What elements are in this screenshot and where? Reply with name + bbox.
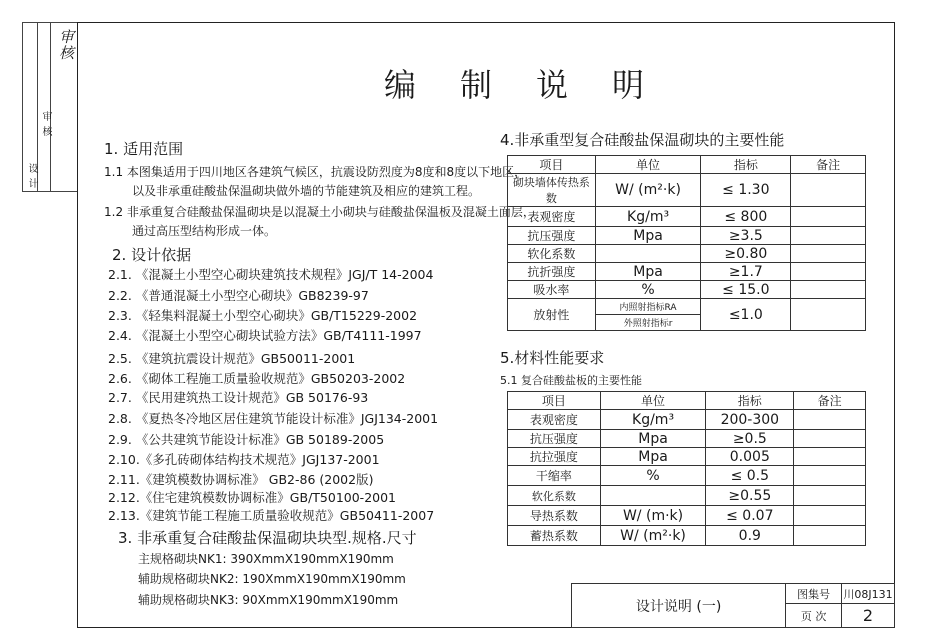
title-block bbox=[571, 583, 895, 628]
table-header-row bbox=[508, 392, 866, 410]
table-cell bbox=[794, 466, 866, 486]
section5-subheading: 5.1 复合硅酸盐板的主要性能 bbox=[500, 374, 642, 387]
table-cell bbox=[794, 486, 866, 506]
table-cell: ≥3.5 bbox=[701, 227, 791, 245]
atlas-label: 图集号 bbox=[786, 584, 842, 604]
signature-sidebar bbox=[22, 22, 77, 192]
page-label: 页 次 bbox=[786, 604, 842, 628]
section1-text: 1.2 非承重复合硅酸盐保温砌块是以混凝土小砌块与硅酸盐保温板及混凝土面层， bbox=[104, 205, 535, 219]
reference-item: 2.11.《建筑模数协调标准》 GB2-86 (2002版) bbox=[108, 472, 374, 487]
table-row bbox=[508, 410, 866, 430]
table-cell bbox=[791, 174, 866, 207]
table-header-cell: 单位 bbox=[595, 156, 701, 174]
table-cell: Mpa bbox=[600, 448, 706, 466]
table-header-cell: 指标 bbox=[706, 392, 794, 410]
table-cell bbox=[791, 227, 866, 245]
table-cell: 导热系数 bbox=[508, 506, 601, 526]
table-cell: ≤ 0.5 bbox=[706, 466, 794, 486]
table-cell bbox=[794, 506, 866, 526]
table-row bbox=[508, 466, 866, 486]
table-cell: Mpa bbox=[595, 227, 701, 245]
table-cell: 0.005 bbox=[706, 448, 794, 466]
table-cell: % bbox=[595, 281, 701, 299]
table-cell: 软化系数 bbox=[508, 245, 596, 263]
table-cell bbox=[791, 281, 866, 299]
reference-item: 2.10.《多孔砖砌体结构技术规范》JGJ137-2001 bbox=[108, 452, 380, 467]
table-cell bbox=[794, 448, 866, 466]
title-char: 制 bbox=[460, 66, 499, 104]
drawing-title: 设计说明 (一) bbox=[572, 584, 786, 628]
section1-text: 以及非承重硅酸盐保温砌块做外墙的节能建筑及相应的建筑工程。 bbox=[132, 184, 481, 198]
title-char: 说 bbox=[536, 66, 575, 104]
table-row bbox=[508, 227, 866, 245]
section1-heading: 1. 适用范围 bbox=[104, 140, 184, 158]
table-cell: ≥0.5 bbox=[706, 430, 794, 448]
table-row bbox=[508, 299, 866, 315]
table-row bbox=[508, 486, 866, 506]
table-cell bbox=[794, 526, 866, 546]
table-row bbox=[508, 207, 866, 227]
reference-item: 2.3. 《轻集料混凝土小型空心砌块》GB/T15229-2002 bbox=[108, 308, 418, 323]
reference-item: 2.9. 《公共建筑节能设计标准》GB 50189-2005 bbox=[108, 432, 385, 447]
sidebar-col bbox=[37, 23, 51, 191]
title-char: 编 bbox=[384, 66, 423, 104]
table-cell: W/ (m²·k) bbox=[600, 526, 706, 546]
table-row bbox=[508, 506, 866, 526]
table-row bbox=[508, 448, 866, 466]
reference-item: 2.1. 《混凝土小型空心砌块建筑技术规程》JGJ/T 14-2004 bbox=[108, 267, 434, 282]
table-cell: 抗折强度 bbox=[508, 263, 596, 281]
table-cell bbox=[791, 245, 866, 263]
table-cell: ≤ 1.30 bbox=[701, 174, 791, 207]
table-cell: 放射性 bbox=[508, 299, 596, 331]
table-cell: ≤1.0 bbox=[701, 299, 791, 331]
table-cell: ≤ 15.0 bbox=[701, 281, 791, 299]
table-cell: % bbox=[600, 466, 706, 486]
table-row bbox=[508, 245, 866, 263]
block-spec-item: 辅助规格砌块NK3: 90XmmX190mmX190mm bbox=[138, 593, 399, 607]
reference-item: 2.5. 《建筑抗震设计规范》GB50011-2001 bbox=[108, 351, 356, 366]
table-cell: ≥0.55 bbox=[706, 486, 794, 506]
table-row bbox=[508, 526, 866, 546]
table-cell: 外照射指标r bbox=[595, 315, 701, 331]
table-cell bbox=[794, 410, 866, 430]
section4-heading: 4.非承重型复合硅酸盐保温砌块的主要性能 bbox=[500, 131, 785, 149]
reference-item: 2.13.《建筑节能工程施工质量验收规范》GB50411-2007 bbox=[108, 508, 435, 523]
block-properties-table bbox=[507, 155, 866, 331]
atlas-number: 川08J131 bbox=[842, 584, 895, 604]
table-cell: 内照射指标RA bbox=[595, 299, 701, 315]
table-cell: 抗压强度 bbox=[508, 227, 596, 245]
page-title bbox=[384, 60, 688, 106]
table-cell: ≥0.80 bbox=[701, 245, 791, 263]
table-row bbox=[508, 263, 866, 281]
sidebar-label-review: 审 核 bbox=[40, 111, 51, 138]
section1-text: 1.1 本图集适用于四川地区各建筑气候区，抗震设防烈度为8度和8度以下地区， bbox=[104, 165, 527, 179]
table-cell: 0.9 bbox=[706, 526, 794, 546]
section5-heading: 5.材料性能要求 bbox=[500, 349, 605, 367]
reference-item: 2.4. 《混凝土小型空心砌块试验方法》GB/T4111-1997 bbox=[108, 328, 422, 343]
table-cell: 干缩率 bbox=[508, 466, 601, 486]
table-row bbox=[508, 281, 866, 299]
table-cell: Kg/m³ bbox=[600, 410, 706, 430]
table-cell bbox=[794, 430, 866, 448]
block-spec-item: 主规格砌块NK1: 390XmmX190mmX190mm bbox=[138, 552, 394, 566]
board-properties-table bbox=[507, 391, 866, 546]
table-header-cell: 项目 bbox=[508, 392, 601, 410]
table-header-cell: 单位 bbox=[600, 392, 706, 410]
table-cell: Kg/m³ bbox=[595, 207, 701, 227]
table-cell: 软化系数 bbox=[508, 486, 601, 506]
table-row bbox=[508, 174, 866, 207]
table-cell bbox=[595, 245, 701, 263]
table-cell: 吸水率 bbox=[508, 281, 596, 299]
table-cell: 砌块墙体传热系数 bbox=[508, 174, 596, 207]
table-header-row bbox=[508, 156, 866, 174]
table-cell: 表观密度 bbox=[508, 410, 601, 430]
table-cell: W/ (m·k) bbox=[600, 506, 706, 526]
table-cell: Mpa bbox=[600, 430, 706, 448]
table-cell: 抗压强度 bbox=[508, 430, 601, 448]
table-cell: ≥1.7 bbox=[701, 263, 791, 281]
table-cell: ≤ 0.07 bbox=[706, 506, 794, 526]
table-cell: ≤ 800 bbox=[701, 207, 791, 227]
table-cell bbox=[791, 207, 866, 227]
table-cell bbox=[600, 486, 706, 506]
table-row bbox=[508, 430, 866, 448]
table-cell bbox=[791, 299, 866, 331]
page-number: 2 bbox=[842, 604, 895, 628]
reference-item: 2.8. 《夏热冬冷地区居住建筑节能设计标准》JGJ134-2001 bbox=[108, 411, 439, 426]
reference-item: 2.7. 《民用建筑热工设计规范》GB 50176-93 bbox=[108, 390, 369, 405]
table-cell: 表观密度 bbox=[508, 207, 596, 227]
reference-item: 2.6. 《砌体工程施工质量验收规范》GB50203-2002 bbox=[108, 371, 406, 386]
table-cell: Mpa bbox=[595, 263, 701, 281]
block-spec-item: 辅助规格砌块NK2: 190XmmX190mmX190mm bbox=[138, 572, 406, 586]
table-cell bbox=[791, 263, 866, 281]
table-header-cell: 项目 bbox=[508, 156, 596, 174]
reference-item: 2.12.《住宅建筑模数协调标准》GB/T50100-2001 bbox=[108, 490, 397, 505]
section3-heading: 3. 非承重复合硅酸盐保温砌块块型.规格.尺寸 bbox=[118, 529, 417, 547]
table-cell: 抗拉强度 bbox=[508, 448, 601, 466]
table-header-cell: 备注 bbox=[791, 156, 866, 174]
table-cell: W/ (m²·k) bbox=[595, 174, 701, 207]
table-header-cell: 指标 bbox=[701, 156, 791, 174]
title-char: 明 bbox=[612, 66, 651, 104]
signature-handwriting: 审核 bbox=[57, 29, 75, 61]
table-cell: 200-300 bbox=[706, 410, 794, 430]
section1-text: 通过高压型结构形成一体。 bbox=[132, 224, 277, 238]
reference-item: 2.2. 《普通混凝土小型空心砌块》GB8239-97 bbox=[108, 288, 369, 303]
table-cell: 蓄热系数 bbox=[508, 526, 601, 546]
table-header-cell: 备注 bbox=[794, 392, 866, 410]
sidebar-label-design: 设 计 bbox=[26, 163, 37, 190]
section2-heading: 2. 设计依据 bbox=[112, 246, 192, 264]
